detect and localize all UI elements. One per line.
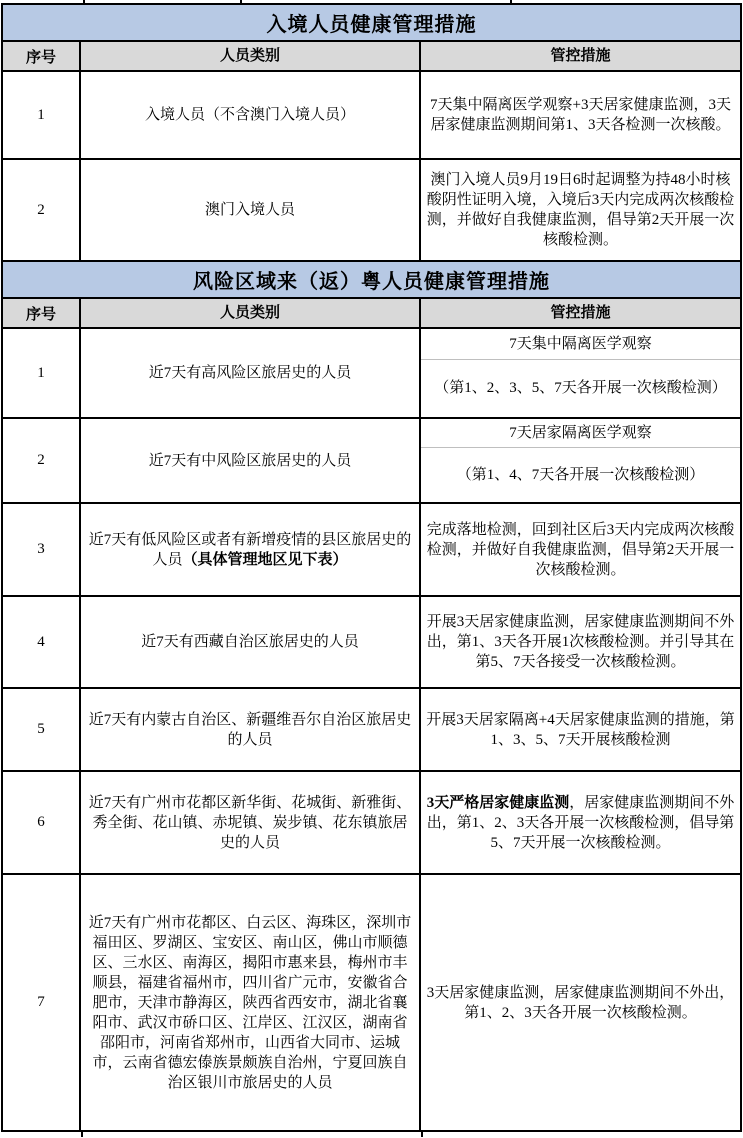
cell-measures bbox=[421, 329, 740, 417]
col-header-category: 人员类别 bbox=[81, 42, 421, 70]
measures-table bbox=[1, 3, 742, 1132]
cell-category: 近7天有广州市花都区、白云区、海珠区，深圳市福田区、罗湖区、宝安区、南山区，佛山市顺德区、三水区、南海区，揭阳市惠来县，梅州市丰顺县，福建省福州市，四川省广元市，安徽省合肥市，天津市静海区，陕西省西安市，湖北省襄阳市、武汉市硚口区、江岸区、江汉区，湖南省邵阳市，河南省郑州市，山西省大同市、运城市，云南省德宏傣族景颇族自治州，宁夏回族自治区银川市旅居史的人员 bbox=[81, 875, 421, 1130]
cell-border-remnant bbox=[81, 1132, 83, 1137]
measures-primary: 7天集中隔离医学观察 bbox=[421, 329, 740, 360]
cell-index: 7 bbox=[3, 875, 81, 1130]
cell-category: 澳门入境人员 bbox=[81, 160, 421, 260]
cell-index: 1 bbox=[3, 329, 81, 417]
cell-measures: 开展3天居家健康监测，居家健康监测期间不外出，第1、3天各开展1次核酸检测。并引导其在第5、7天各接受一次核酸检测。 bbox=[426, 614, 735, 670]
col-header-measures: 管控措施 bbox=[550, 48, 611, 64]
table-row bbox=[3, 689, 740, 772]
cell-measures: 3天居家健康监测，居家健康监测期间不外出，第1、2、3天各开展一次核酸检测。 bbox=[426, 984, 735, 1021]
measures-testing-schedule: （第1、4、7天各开展一次核酸检测） bbox=[456, 467, 705, 484]
cell-category: 近7天有西藏自治区旅居史的人员 bbox=[81, 597, 421, 687]
cell-category: 近7天有广州市花都区新华街、花城街、新雅街、秀全街、花山镇、赤坭镇、炭步镇、花东镇旅居史的人员 bbox=[81, 772, 421, 873]
col-header-index: 序号 bbox=[3, 42, 81, 70]
cell-index: 2 bbox=[3, 160, 81, 260]
table-row bbox=[3, 419, 740, 504]
cell-border-remnant bbox=[240, 0, 242, 3]
cell-index: 1 bbox=[3, 72, 81, 158]
table-row bbox=[3, 772, 740, 875]
table-row bbox=[3, 504, 740, 597]
cell-border-remnant bbox=[510, 0, 512, 3]
section2-header-row bbox=[3, 299, 740, 329]
cell-measures bbox=[421, 772, 740, 873]
cell-index: 4 bbox=[3, 597, 81, 687]
cell-category-text: 近7天有低风险区或者有新增疫情的县区旅居史的人员 bbox=[88, 531, 412, 568]
col-header-measures: 管控措施 bbox=[550, 305, 611, 321]
cell-measures-bold-lead: 3天严格居家健康监测 bbox=[426, 794, 570, 811]
cell-measures: 完成落地检测，回到社区后3天内完成两次核酸检测，并做好自我健康监测，倡导第2天开展一次核酸检测。 bbox=[426, 521, 735, 578]
cell-category: 近7天有内蒙古自治区、新疆维吾尔自治区旅居史的人员 bbox=[81, 689, 421, 770]
cropped-row-above bbox=[0, 0, 743, 3]
measures-primary: 7天居家隔离医学观察 bbox=[421, 419, 740, 448]
cell-border-remnant bbox=[421, 1132, 423, 1137]
cell-index: 6 bbox=[3, 772, 81, 873]
section2-title: 风险区域来（返）粤人员健康管理措施 bbox=[3, 262, 740, 299]
cell-measures-text: ，居家健康监测期间不外出，第1、2、3天各开展一次核酸检测，倡导第5、7天开展一次核酸检测。 bbox=[426, 794, 735, 851]
table-row bbox=[3, 72, 740, 160]
table-row bbox=[3, 329, 740, 419]
section1-header-row bbox=[3, 42, 740, 72]
cell-index: 3 bbox=[3, 504, 81, 595]
cell-category-bold-note: （具体管理地区见下表） bbox=[182, 551, 348, 568]
cell-category: 入境人员（不含澳门入境人员） bbox=[81, 72, 421, 158]
cell-measures: 开展3天居家隔离+4天居家健康监测的措施，第1、3、5、7天开展核酸检测 bbox=[426, 711, 735, 748]
cell-border-remnant bbox=[83, 0, 85, 3]
cell-index: 2 bbox=[3, 419, 81, 502]
table-row bbox=[3, 597, 740, 689]
section1-title: 入境人员健康管理措施 bbox=[3, 5, 740, 42]
cell-measures: 7天集中隔离医学观察+3天居家健康监测，3天居家健康监测期间第1、3天各检测一次核酸。 bbox=[430, 97, 731, 133]
cropped-row-below bbox=[0, 1132, 743, 1137]
cell-category: 近7天有中风险区旅居史的人员 bbox=[81, 419, 421, 502]
table-row bbox=[3, 160, 740, 262]
table-row bbox=[3, 875, 740, 1130]
cell-index: 5 bbox=[3, 689, 81, 770]
cell-measures: 澳门入境人员9月19日6时起调整为持48小时核酸阴性证明入境，入境后3天内完成两次核酸检测，并做好自我健康监测，倡导第2天开展一次核酸检测。 bbox=[426, 172, 735, 248]
cell-category bbox=[81, 504, 421, 595]
measures-testing-schedule: （第1、2、3、5、7天各开展一次核酸检测） bbox=[434, 380, 727, 397]
col-header-index: 序号 bbox=[3, 299, 81, 327]
cell-category: 近7天有高风险区旅居史的人员 bbox=[81, 329, 421, 417]
cell-measures bbox=[421, 419, 740, 502]
col-header-category: 人员类别 bbox=[81, 299, 421, 327]
